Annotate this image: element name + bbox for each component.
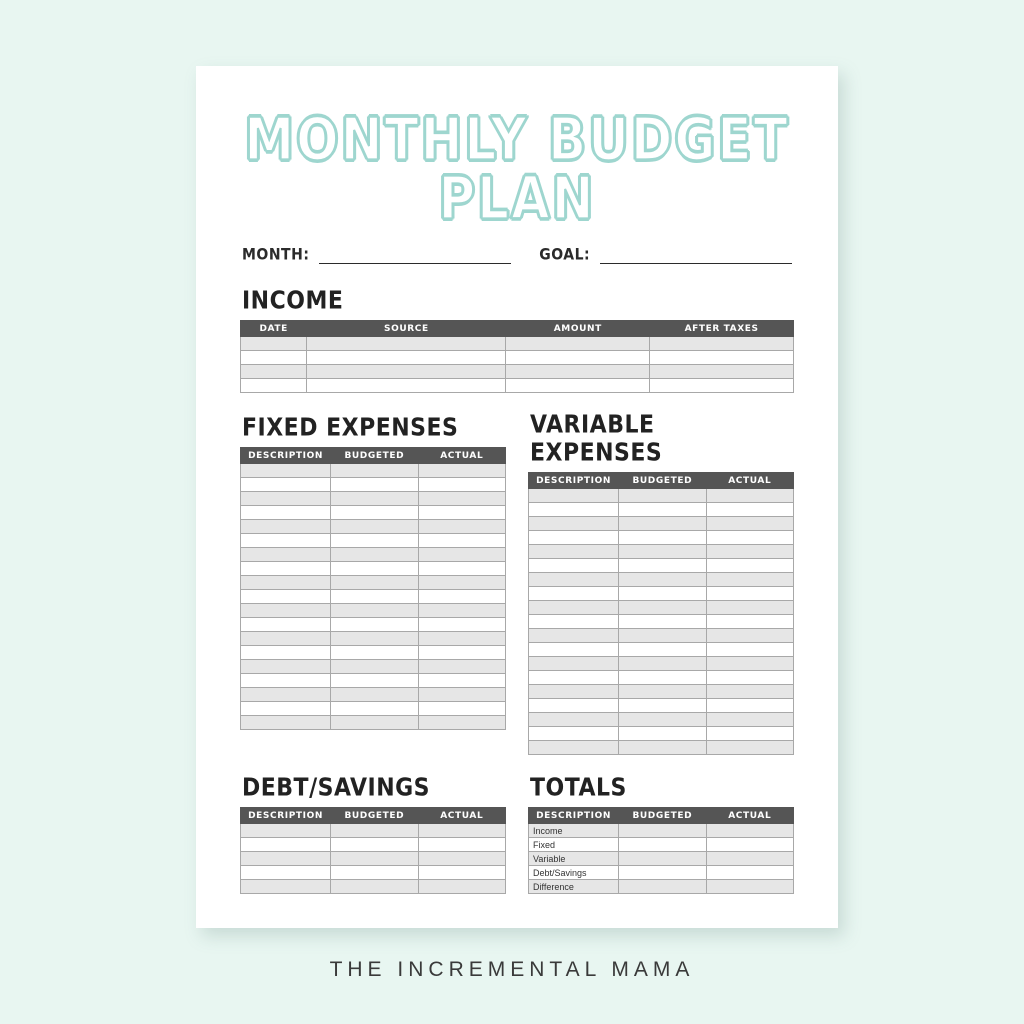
table-row[interactable] bbox=[529, 838, 794, 852]
table-cell[interactable] bbox=[619, 866, 706, 880]
variable-expenses-table bbox=[528, 472, 794, 755]
table-cell[interactable] bbox=[619, 685, 706, 699]
column-header: DESCRIPTION bbox=[529, 808, 619, 824]
column-header: BUDGETED bbox=[331, 448, 418, 464]
table-cell[interactable] bbox=[619, 880, 706, 894]
table-cell[interactable] bbox=[241, 337, 307, 351]
column-header: AFTER TAXES bbox=[650, 321, 794, 337]
column-header: DATE bbox=[241, 321, 307, 337]
table-cell[interactable] bbox=[529, 503, 619, 517]
table-cell[interactable] bbox=[619, 531, 706, 545]
table-cell[interactable] bbox=[331, 618, 418, 632]
table-row[interactable] bbox=[529, 629, 794, 643]
table-cell[interactable] bbox=[418, 548, 505, 562]
table-cell[interactable] bbox=[418, 702, 505, 716]
table-cell[interactable] bbox=[619, 517, 706, 531]
totals-section bbox=[528, 774, 794, 894]
table-cell[interactable] bbox=[706, 643, 793, 657]
table-row[interactable] bbox=[529, 671, 794, 685]
table-row[interactable] bbox=[241, 520, 506, 534]
table-cell[interactable] bbox=[706, 517, 793, 531]
table-cell[interactable] bbox=[241, 492, 331, 506]
table-cell[interactable] bbox=[241, 590, 331, 604]
totals-row-label: Variable bbox=[529, 852, 619, 866]
table-cell[interactable] bbox=[331, 464, 418, 478]
table-row[interactable] bbox=[241, 351, 794, 365]
totals-row-label: Fixed bbox=[529, 838, 619, 852]
table-cell[interactable] bbox=[506, 379, 650, 393]
table-cell[interactable] bbox=[241, 688, 331, 702]
month-label: MONTH: bbox=[242, 245, 310, 264]
totals-row-label: Debt/Savings bbox=[529, 866, 619, 880]
table-cell[interactable] bbox=[241, 618, 331, 632]
table-cell[interactable] bbox=[706, 699, 793, 713]
table-row[interactable] bbox=[529, 559, 794, 573]
table-row[interactable] bbox=[529, 615, 794, 629]
table-cell[interactable] bbox=[241, 632, 331, 646]
table-cell[interactable] bbox=[529, 671, 619, 685]
table-row[interactable] bbox=[529, 643, 794, 657]
sheet-content bbox=[240, 106, 794, 898]
table-cell[interactable] bbox=[241, 576, 331, 590]
table-row[interactable] bbox=[241, 576, 506, 590]
table-cell[interactable] bbox=[331, 688, 418, 702]
table-row[interactable] bbox=[241, 880, 506, 894]
table-row[interactable] bbox=[529, 824, 794, 838]
table-cell[interactable] bbox=[619, 559, 706, 573]
table-row[interactable] bbox=[241, 590, 506, 604]
totals-row-label: Income bbox=[529, 824, 619, 838]
table-cell[interactable] bbox=[706, 671, 793, 685]
table-row[interactable] bbox=[529, 741, 794, 755]
table-cell[interactable] bbox=[706, 601, 793, 615]
table-cell[interactable] bbox=[331, 866, 418, 880]
table-row[interactable] bbox=[241, 838, 506, 852]
table-cell[interactable] bbox=[418, 464, 505, 478]
table-cell[interactable] bbox=[418, 660, 505, 674]
table-row[interactable] bbox=[241, 604, 506, 618]
table-row[interactable] bbox=[241, 506, 506, 520]
table-cell[interactable] bbox=[418, 824, 505, 838]
column-header: AMOUNT bbox=[506, 321, 650, 337]
totals-table bbox=[528, 807, 794, 894]
table-cell[interactable] bbox=[241, 838, 331, 852]
table-cell[interactable] bbox=[706, 685, 793, 699]
table-row[interactable] bbox=[241, 534, 506, 548]
column-header: ACTUAL bbox=[418, 808, 505, 824]
table-cell[interactable] bbox=[529, 601, 619, 615]
income-table-body bbox=[241, 337, 794, 393]
table-row[interactable] bbox=[241, 632, 506, 646]
table-row[interactable] bbox=[241, 674, 506, 688]
table-cell[interactable] bbox=[418, 646, 505, 660]
table-cell[interactable] bbox=[331, 562, 418, 576]
table-cell[interactable] bbox=[241, 464, 331, 478]
table-cell[interactable] bbox=[529, 713, 619, 727]
table-cell[interactable] bbox=[619, 545, 706, 559]
table-cell[interactable] bbox=[418, 618, 505, 632]
table-row[interactable] bbox=[529, 699, 794, 713]
table-cell[interactable] bbox=[619, 503, 706, 517]
table-cell[interactable] bbox=[331, 478, 418, 492]
table-cell[interactable] bbox=[529, 531, 619, 545]
column-header: ACTUAL bbox=[706, 473, 793, 489]
table-cell[interactable] bbox=[331, 852, 418, 866]
table-cell[interactable] bbox=[706, 824, 793, 838]
table-row[interactable] bbox=[529, 573, 794, 587]
table-row[interactable] bbox=[241, 478, 506, 492]
table-cell[interactable] bbox=[307, 379, 506, 393]
table-cell[interactable] bbox=[418, 520, 505, 534]
table-cell[interactable] bbox=[418, 716, 505, 730]
table-cell[interactable] bbox=[418, 534, 505, 548]
table-cell[interactable] bbox=[650, 365, 794, 379]
table-cell[interactable] bbox=[331, 520, 418, 534]
page-title: MONTHLY BUDGET PLAN bbox=[244, 105, 790, 233]
table-cell[interactable] bbox=[307, 365, 506, 379]
table-cell[interactable] bbox=[241, 866, 331, 880]
table-cell[interactable] bbox=[619, 838, 706, 852]
table-cell[interactable] bbox=[418, 478, 505, 492]
table-row[interactable] bbox=[529, 517, 794, 531]
table-cell[interactable] bbox=[706, 629, 793, 643]
fixed-expenses-section bbox=[240, 414, 506, 755]
table-cell[interactable] bbox=[331, 492, 418, 506]
table-cell[interactable] bbox=[331, 590, 418, 604]
column-header: ACTUAL bbox=[706, 808, 793, 824]
table-cell[interactable] bbox=[619, 629, 706, 643]
printable-sheet bbox=[196, 66, 838, 928]
table-cell[interactable] bbox=[529, 517, 619, 531]
expenses-row bbox=[240, 411, 794, 755]
table-cell[interactable] bbox=[331, 838, 418, 852]
table-cell[interactable] bbox=[706, 852, 793, 866]
table-cell[interactable] bbox=[241, 646, 331, 660]
table-row[interactable] bbox=[241, 492, 506, 506]
table-cell[interactable] bbox=[241, 562, 331, 576]
table-header-row bbox=[241, 808, 506, 824]
table-cell[interactable] bbox=[529, 741, 619, 755]
meta-row bbox=[240, 245, 794, 264]
table-cell[interactable] bbox=[506, 337, 650, 351]
table-cell[interactable] bbox=[619, 643, 706, 657]
table-cell[interactable] bbox=[619, 741, 706, 755]
table-cell[interactable] bbox=[706, 503, 793, 517]
table-cell[interactable] bbox=[241, 548, 331, 562]
table-cell[interactable] bbox=[241, 379, 307, 393]
table-cell[interactable] bbox=[706, 838, 793, 852]
table-cell[interactable] bbox=[331, 632, 418, 646]
table-cell[interactable] bbox=[331, 548, 418, 562]
variable-expenses-section bbox=[528, 411, 794, 755]
table-cell[interactable] bbox=[706, 489, 793, 503]
table-cell[interactable] bbox=[241, 478, 331, 492]
column-header: DESCRIPTION bbox=[241, 808, 331, 824]
goal-label: GOAL: bbox=[539, 245, 591, 264]
table-cell[interactable] bbox=[241, 520, 331, 534]
table-cell[interactable] bbox=[650, 337, 794, 351]
table-cell[interactable] bbox=[241, 534, 331, 548]
table-cell[interactable] bbox=[241, 365, 307, 379]
table-header-row bbox=[529, 473, 794, 489]
table-cell[interactable] bbox=[331, 674, 418, 688]
column-header: BUDGETED bbox=[331, 808, 418, 824]
table-cell[interactable] bbox=[241, 351, 307, 365]
table-header-row bbox=[241, 321, 794, 337]
variable-expenses-heading: VARIABLE EXPENSES bbox=[530, 411, 663, 467]
table-row[interactable] bbox=[241, 852, 506, 866]
table-cell[interactable] bbox=[418, 632, 505, 646]
table-row[interactable] bbox=[241, 379, 794, 393]
table-cell[interactable] bbox=[529, 685, 619, 699]
goal-input[interactable] bbox=[600, 248, 792, 264]
table-row[interactable] bbox=[529, 601, 794, 615]
totals-heading: TOTALS bbox=[530, 774, 627, 802]
table-cell[interactable] bbox=[650, 379, 794, 393]
table-row[interactable] bbox=[529, 713, 794, 727]
table-cell[interactable] bbox=[418, 852, 505, 866]
fixed-expenses-table bbox=[240, 447, 506, 730]
table-cell[interactable] bbox=[529, 573, 619, 587]
table-cell[interactable] bbox=[619, 573, 706, 587]
table-cell[interactable] bbox=[241, 702, 331, 716]
table-cell[interactable] bbox=[706, 531, 793, 545]
table-cell[interactable] bbox=[241, 852, 331, 866]
table-cell[interactable] bbox=[706, 713, 793, 727]
debt-savings-table bbox=[240, 807, 506, 894]
table-row[interactable] bbox=[241, 866, 506, 880]
table-cell[interactable] bbox=[619, 601, 706, 615]
table-cell[interactable] bbox=[331, 506, 418, 520]
table-row[interactable] bbox=[529, 531, 794, 545]
table-cell[interactable] bbox=[418, 688, 505, 702]
table-row[interactable] bbox=[241, 618, 506, 632]
column-header: DESCRIPTION bbox=[529, 473, 619, 489]
table-cell[interactable] bbox=[418, 506, 505, 520]
table-cell[interactable] bbox=[241, 506, 331, 520]
table-cell[interactable] bbox=[331, 604, 418, 618]
table-cell[interactable] bbox=[706, 587, 793, 601]
table-header-row bbox=[529, 808, 794, 824]
variable-expenses-table-body bbox=[529, 489, 794, 755]
table-row[interactable] bbox=[529, 657, 794, 671]
debt-savings-table-body bbox=[241, 824, 506, 894]
table-cell[interactable] bbox=[241, 880, 331, 894]
debt-savings-section bbox=[240, 774, 506, 894]
table-cell[interactable] bbox=[706, 727, 793, 741]
table-row[interactable] bbox=[529, 727, 794, 741]
totals-row-label: Difference bbox=[529, 880, 619, 894]
table-cell[interactable] bbox=[619, 824, 706, 838]
table-cell[interactable] bbox=[706, 657, 793, 671]
table-row[interactable] bbox=[529, 852, 794, 866]
table-cell[interactable] bbox=[706, 741, 793, 755]
table-cell[interactable] bbox=[331, 534, 418, 548]
table-cell[interactable] bbox=[619, 489, 706, 503]
table-row[interactable] bbox=[529, 685, 794, 699]
table-cell[interactable] bbox=[331, 576, 418, 590]
income-table bbox=[240, 320, 794, 393]
table-cell[interactable] bbox=[529, 629, 619, 643]
debt-savings-heading: DEBT/SAVINGS bbox=[242, 774, 431, 802]
column-header: SOURCE bbox=[307, 321, 506, 337]
table-row[interactable] bbox=[241, 562, 506, 576]
table-cell[interactable] bbox=[506, 365, 650, 379]
table-cell[interactable] bbox=[619, 699, 706, 713]
table-cell[interactable] bbox=[418, 590, 505, 604]
table-row[interactable] bbox=[241, 824, 506, 838]
fixed-expenses-table-body bbox=[241, 464, 506, 730]
totals-table-body bbox=[529, 824, 794, 894]
table-cell[interactable] bbox=[241, 824, 331, 838]
table-row[interactable] bbox=[241, 365, 794, 379]
table-cell[interactable] bbox=[619, 727, 706, 741]
table-header-row bbox=[241, 448, 506, 464]
table-cell[interactable] bbox=[619, 587, 706, 601]
column-header: DESCRIPTION bbox=[241, 448, 331, 464]
table-row[interactable] bbox=[241, 548, 506, 562]
table-cell[interactable] bbox=[331, 646, 418, 660]
table-row[interactable] bbox=[241, 337, 794, 351]
table-cell[interactable] bbox=[706, 545, 793, 559]
table-cell[interactable] bbox=[650, 351, 794, 365]
table-cell[interactable] bbox=[706, 866, 793, 880]
table-cell[interactable] bbox=[619, 657, 706, 671]
footer-brand: THE INCREMENTAL MAMA bbox=[329, 958, 695, 981]
table-row[interactable] bbox=[529, 503, 794, 517]
table-cell[interactable] bbox=[706, 615, 793, 629]
table-cell[interactable] bbox=[418, 838, 505, 852]
table-cell[interactable] bbox=[529, 657, 619, 671]
fixed-expenses-heading: FIXED EXPENSES bbox=[242, 414, 459, 442]
table-row[interactable] bbox=[241, 702, 506, 716]
table-cell[interactable] bbox=[529, 587, 619, 601]
month-input[interactable] bbox=[319, 248, 511, 264]
table-cell[interactable] bbox=[619, 671, 706, 685]
table-cell[interactable] bbox=[619, 852, 706, 866]
table-cell[interactable] bbox=[418, 562, 505, 576]
table-cell[interactable] bbox=[529, 643, 619, 657]
table-cell[interactable] bbox=[529, 559, 619, 573]
table-cell[interactable] bbox=[241, 674, 331, 688]
table-row[interactable] bbox=[241, 464, 506, 478]
column-header: BUDGETED bbox=[619, 808, 706, 824]
table-cell[interactable] bbox=[418, 492, 505, 506]
table-cell[interactable] bbox=[506, 351, 650, 365]
table-cell[interactable] bbox=[529, 727, 619, 741]
table-cell[interactable] bbox=[619, 615, 706, 629]
table-cell[interactable] bbox=[529, 699, 619, 713]
bottom-row bbox=[240, 774, 794, 894]
table-cell[interactable] bbox=[418, 576, 505, 590]
table-row[interactable] bbox=[529, 866, 794, 880]
income-section bbox=[240, 287, 794, 393]
table-cell[interactable] bbox=[706, 573, 793, 587]
table-row[interactable] bbox=[529, 880, 794, 894]
table-cell[interactable] bbox=[331, 716, 418, 730]
table-cell[interactable] bbox=[331, 824, 418, 838]
table-cell[interactable] bbox=[307, 351, 506, 365]
table-cell[interactable] bbox=[418, 880, 505, 894]
table-row[interactable] bbox=[529, 587, 794, 601]
table-cell[interactable] bbox=[619, 713, 706, 727]
table-cell[interactable] bbox=[529, 615, 619, 629]
table-cell[interactable] bbox=[331, 702, 418, 716]
table-cell[interactable] bbox=[418, 604, 505, 618]
table-cell[interactable] bbox=[706, 559, 793, 573]
table-cell[interactable] bbox=[307, 337, 506, 351]
column-header: ACTUAL bbox=[418, 448, 505, 464]
table-cell[interactable] bbox=[706, 880, 793, 894]
table-row[interactable] bbox=[241, 646, 506, 660]
table-cell[interactable] bbox=[418, 866, 505, 880]
table-cell[interactable] bbox=[241, 660, 331, 674]
table-row[interactable] bbox=[241, 660, 506, 674]
income-heading: INCOME bbox=[242, 287, 344, 315]
table-cell[interactable] bbox=[418, 674, 505, 688]
table-cell[interactable] bbox=[331, 660, 418, 674]
table-cell[interactable] bbox=[331, 880, 418, 894]
table-cell[interactable] bbox=[241, 604, 331, 618]
table-cell[interactable] bbox=[241, 716, 331, 730]
table-row[interactable] bbox=[529, 545, 794, 559]
table-row[interactable] bbox=[529, 489, 794, 503]
column-header: BUDGETED bbox=[619, 473, 706, 489]
table-cell[interactable] bbox=[529, 545, 619, 559]
table-row[interactable] bbox=[241, 716, 506, 730]
table-row[interactable] bbox=[241, 688, 506, 702]
table-cell[interactable] bbox=[529, 489, 619, 503]
